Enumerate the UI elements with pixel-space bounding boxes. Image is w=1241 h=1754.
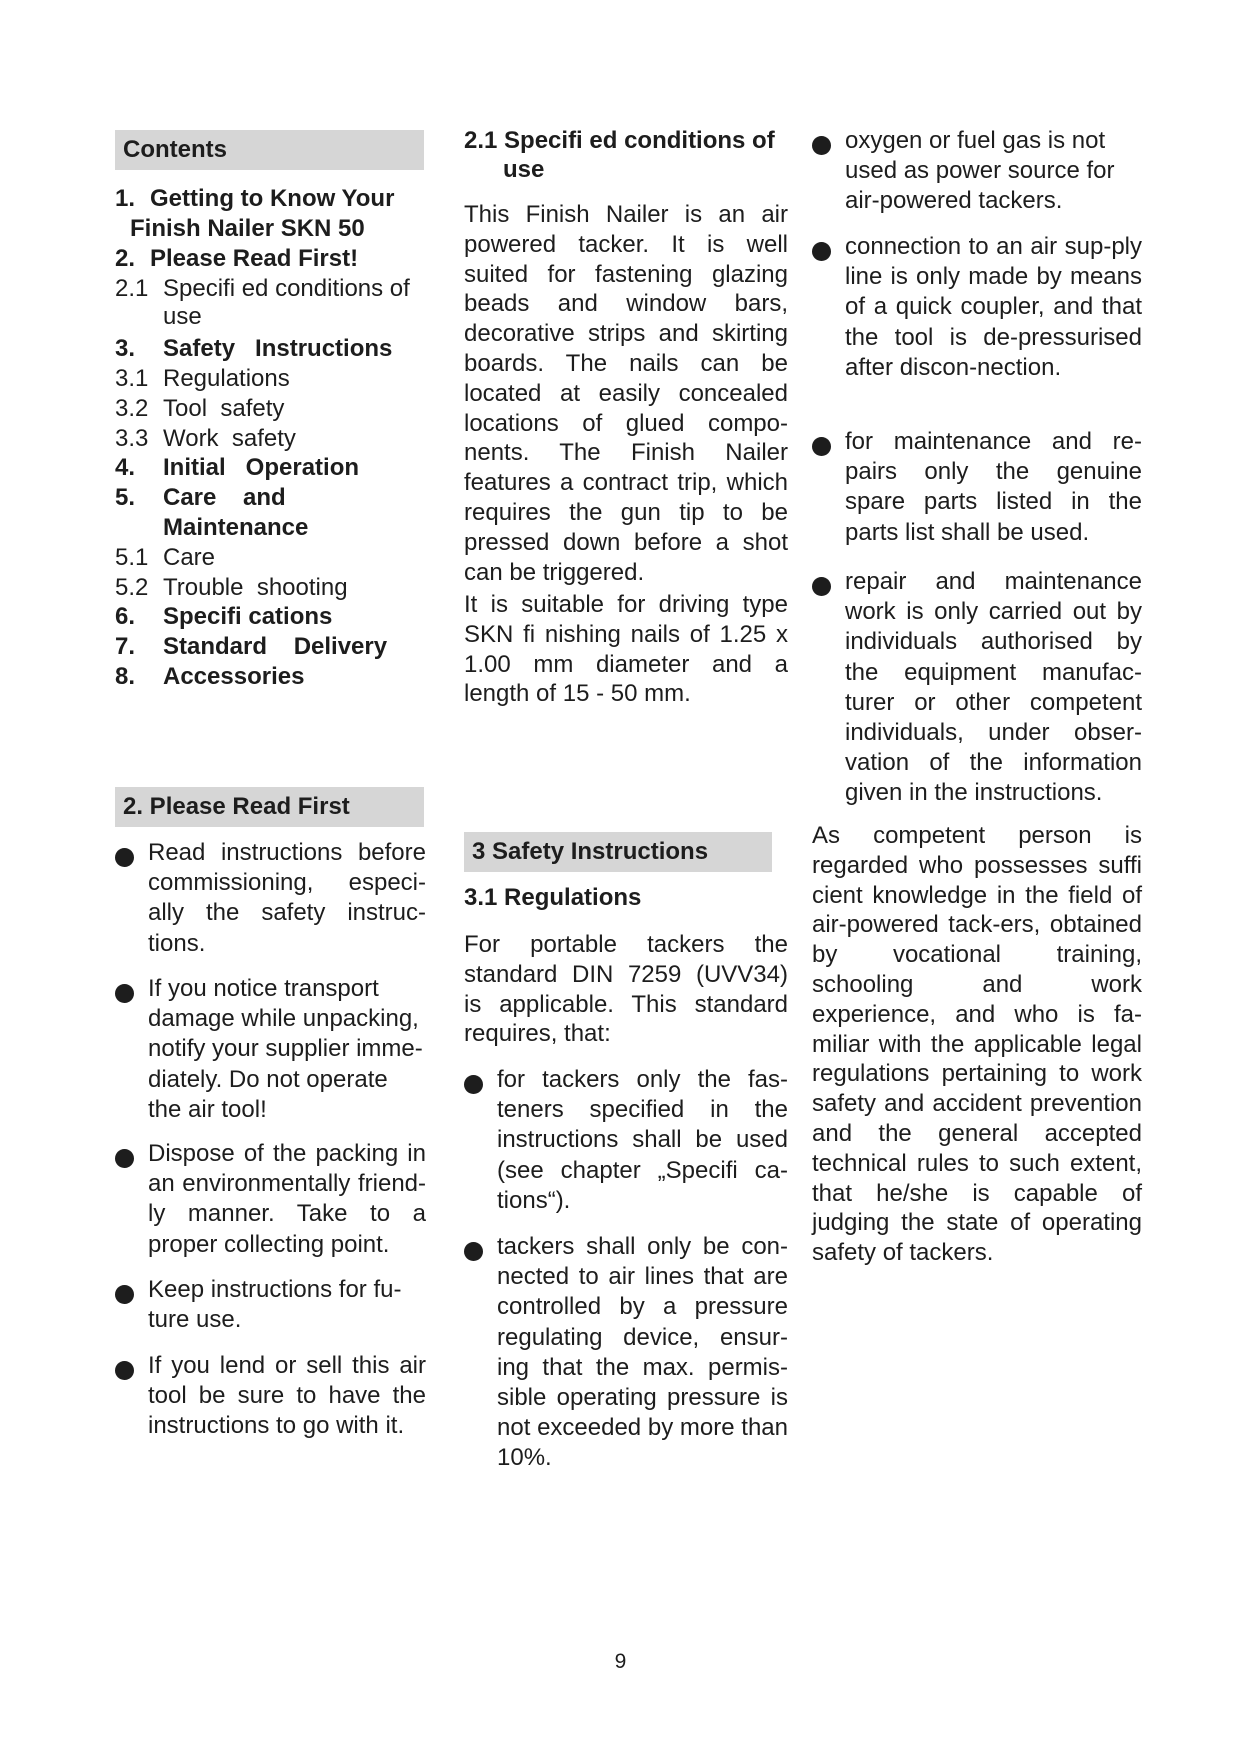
conditions-body: This Finish Nailer is an air powered tacker. It is well suited for fastening glazing beads and window bars, decorative strips and skirting boards. The nails can be located at easily concealed locations of glued compo-nents. The Finish Nailer features a contract trip, which requires the gun tip to be pressed down before a shot can be triggered.	[464, 201, 788, 586]
bullet-icon	[464, 1075, 483, 1094]
list-item: repair and maintenance work is only carried out by individuals authorised by the equipment manufac-turer or other competent individuals, under obser-vation of the information given in the instructions.	[812, 567, 1142, 809]
bullet-icon	[812, 242, 831, 261]
regulations-intro: For portable tackers the standard DIN 7259 (UVV34) is applicable. This standard requires, that:	[464, 931, 788, 1048]
contents-heading: Contents	[115, 130, 424, 170]
list-item: Read instructions before commissioning, especi-ally the safety instruc-tions.	[115, 838, 426, 959]
toc-line: 8. Accessories	[115, 663, 305, 690]
bullet-icon	[812, 437, 831, 456]
bullet-icon	[464, 1242, 483, 1261]
bullet-icon	[115, 1285, 134, 1304]
competent-person-text: As competent person is regarded who possesses suffi cient knowledge in the field of air-powered tack-ers, obtained by vocational training, schooling and work experience, and who is fa-miliar with the applicable legal regulations pertaining to work safety and accident prevention and the general accepted technical rules to such extent, that he/she is capable of judging the state of operating safety of tackers.	[812, 822, 1142, 1267]
toc-line: 5.2 Trouble shooting	[115, 574, 348, 601]
toc-line: 1. Getting to Know Your	[115, 185, 395, 212]
bullet-icon	[115, 1361, 134, 1380]
list-item: tackers shall only be con-nected to air lines that are controlled by a pressure regulating device, ensur-ing that the max. permis-sible operating pressure is not exceeded by more than 10%.	[464, 1232, 788, 1474]
safety-heading: 3 Safety Instructions	[464, 832, 772, 872]
toc-line: 2.1 Specifi ed conditions of	[115, 275, 410, 302]
toc-line: Finish Nailer SKN 50	[130, 215, 365, 242]
bullet-icon	[115, 848, 134, 867]
list-item: for tackers only the fas-teners specified in the instructions shall be used (see chapter „Specifi ca-tions“).	[464, 1065, 788, 1216]
bullet-icon	[812, 136, 831, 155]
toc-line: 3.2 Tool safety	[115, 395, 285, 422]
bullet-icon	[115, 1149, 134, 1168]
toc-line: 5.1 Care	[115, 544, 216, 571]
toc-line: 3.1 Regulations	[115, 365, 290, 392]
bullet-icon	[115, 984, 134, 1003]
toc-line: 3. Safety Instructions	[115, 335, 393, 362]
list-item: Dispose of the packing in an environmentally friend-ly manner. Take to a proper collecting point.	[115, 1139, 426, 1260]
list-item: Keep instructions for fu-ture use.	[115, 1275, 426, 1335]
conditions-body-2: It is suitable for driving type SKN fi nishing nails of 1.25 x 1.00 mm diameter and a length of 15 - 50 mm.	[464, 591, 788, 708]
toc-line: use	[163, 303, 202, 330]
read-first-heading: 2. Please Read First	[115, 787, 424, 827]
toc-line: 7. Standard Delivery	[115, 633, 388, 660]
toc-line: 3.3 Work safety	[115, 425, 296, 452]
toc-line: 5. Care and	[115, 484, 286, 511]
toc-line: 4. Initial Operation	[115, 454, 360, 481]
list-item: If you notice transport damage while unpacking, notify your supplier imme-diately. Do not operate the air tool!	[115, 974, 426, 1125]
bullet-icon	[812, 577, 831, 596]
regulations-heading: 3.1 Regulations	[464, 884, 642, 911]
toc-line: 6. Specifi cations	[115, 603, 333, 630]
toc-line: 2. Please Read First!	[115, 245, 359, 272]
list-item: oxygen or fuel gas is not used as power source for air-powered tackers.	[812, 126, 1142, 217]
list-item: If you lend or sell this air tool be sure to have the instructions to go with it.	[115, 1351, 426, 1442]
toc-line: Maintenance	[163, 514, 309, 541]
page-number: 9	[614, 1650, 627, 1673]
conditions-heading-cont: use	[503, 156, 545, 183]
conditions-heading: 2.1 Specifi ed conditions of	[464, 127, 775, 154]
list-item: connection to an air sup-ply line is only made by means of a quick coupler, and that the tool is de-pressurised after discon-nection.	[812, 232, 1142, 383]
list-item: for maintenance and re-pairs only the genuine spare parts listed in the parts list shall be used.	[812, 427, 1142, 548]
